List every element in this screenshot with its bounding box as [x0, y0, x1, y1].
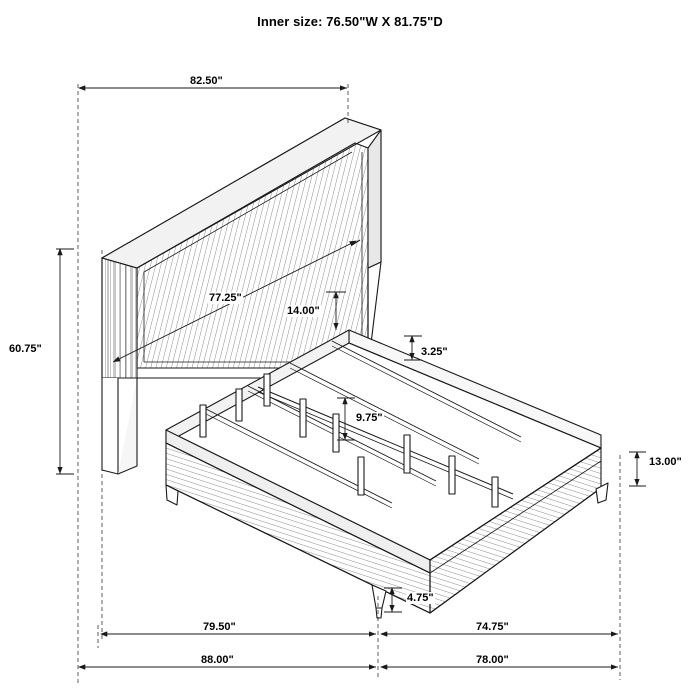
dim-label-headboard-panel-height: 77.25" — [209, 292, 242, 304]
dim-label-overall-height: 60.75" — [9, 343, 42, 355]
dim-label-overall-length: 88.00" — [201, 654, 234, 666]
dim-label-side-rail-length: 79.50" — [203, 621, 236, 633]
dim-label-footboard-height: 13.00" — [649, 456, 682, 468]
dim-label-headboard-width: 82.50" — [190, 75, 223, 87]
dim-label-overall-depth: 78.00" — [476, 654, 509, 666]
page-title: Inner size: 76.50"W X 81.75"D — [257, 14, 443, 29]
dim-label-footboard-width: 74.75" — [476, 621, 509, 633]
dim-label-floor-clearance: 4.75" — [407, 592, 434, 604]
dim-label-rail-thickness: 3.25" — [421, 346, 448, 358]
dim-label-headboard-clearance: 14.00" — [287, 305, 320, 317]
dim-label-slat-support-height: 9.75" — [356, 412, 383, 424]
